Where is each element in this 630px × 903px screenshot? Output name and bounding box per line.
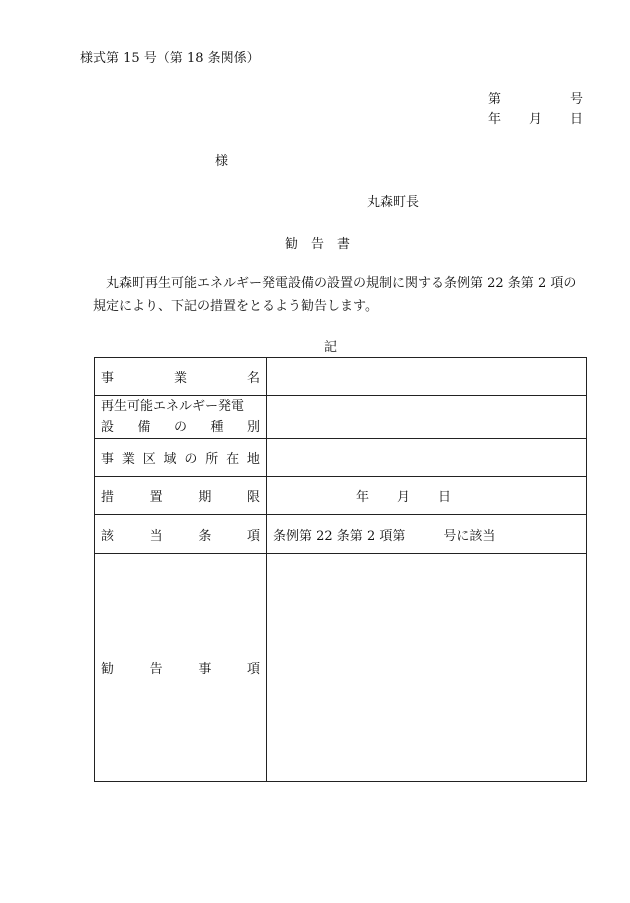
table-row	[95, 396, 587, 439]
doc-year: 年	[488, 112, 502, 127]
period-year: 年	[356, 490, 370, 505]
table-row	[95, 477, 587, 515]
value-location[interactable]	[267, 439, 587, 477]
addressee-suffix: 様	[215, 154, 229, 169]
clause-prefix: 条例第 22 条第 2 項第	[273, 528, 406, 544]
table-row	[95, 358, 587, 396]
form-number: 様式第 15 号（第 18 条関係）	[80, 51, 260, 66]
ki-heading: 記	[324, 340, 338, 355]
document-title: 勧 告 書	[285, 237, 351, 252]
value-equipment-type[interactable]	[267, 396, 587, 439]
document-number	[488, 93, 583, 106]
label-advice: 勧 告 事 項	[95, 554, 267, 782]
table-row	[95, 515, 587, 554]
doc-no-label: 第	[488, 92, 502, 107]
document-date	[488, 113, 583, 126]
doc-no-suffix: 号	[569, 92, 583, 107]
value-business-name[interactable]	[267, 358, 587, 396]
table-row	[95, 439, 587, 477]
table-row	[95, 554, 587, 782]
period-day: 日	[437, 490, 451, 505]
label-clause: 該 当 条 項	[95, 515, 267, 554]
label-location: 事 業 区 域 の 所 在 地	[95, 439, 267, 477]
label-period: 措 置 期 限	[95, 477, 267, 515]
value-clause[interactable]	[267, 515, 587, 554]
doc-day: 日	[569, 112, 583, 127]
value-period[interactable]	[267, 477, 587, 515]
label-business-name: 事 業 名	[95, 358, 267, 396]
clause-suffix: 号に該当	[443, 528, 496, 544]
advice-table	[94, 357, 587, 782]
doc-month: 月	[528, 112, 542, 127]
label-equipment-type: 再生可能エネルギー発電 設 備 の 種 別	[95, 396, 267, 439]
sender-name: 丸森町長	[367, 195, 420, 210]
body-text: 丸森町再生可能エネルギー発電設備の設置の規制に関する条例第 22 条第 2 項の規定により、下記の措置をとるよう勧告します。	[93, 276, 577, 314]
period-month: 月	[396, 490, 410, 505]
value-advice[interactable]	[267, 554, 587, 782]
